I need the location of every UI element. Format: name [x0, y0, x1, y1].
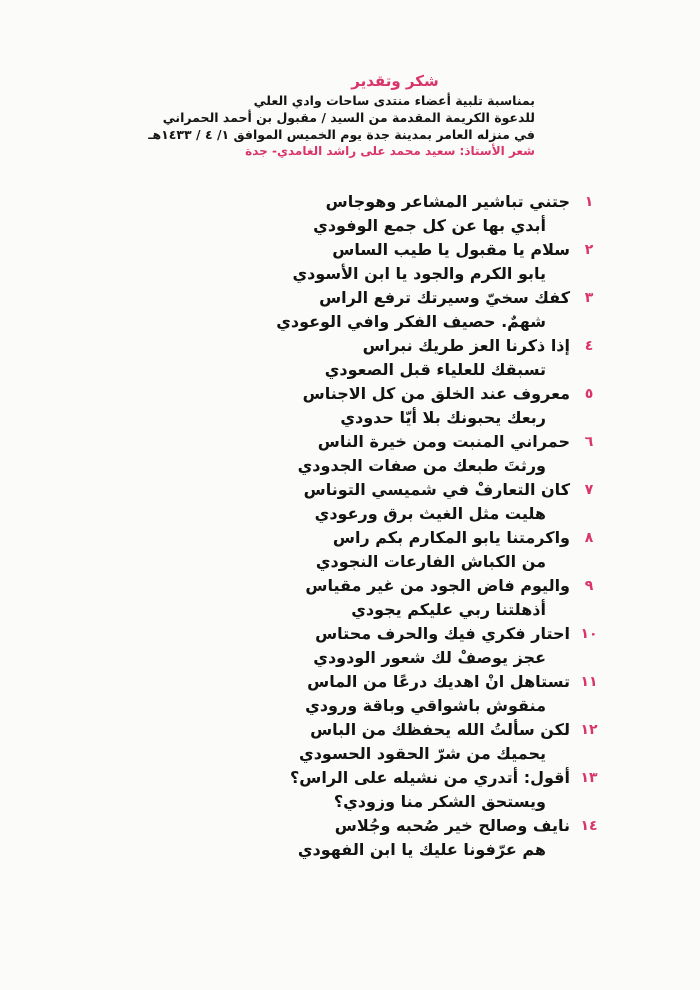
verse-number: ١٠ — [580, 626, 598, 642]
verse-second-hemistich: من الكباش الفارعات النجودي — [315, 552, 546, 571]
verse-second-hemistich: يحميك من شرّ الحقود الحسودي — [299, 744, 546, 763]
verse-first-hemistich: إذا ذكرنا العز طريك نبراس — [362, 336, 570, 355]
document-header — [115, 70, 535, 160]
verse-2 — [90, 238, 594, 286]
verse-number: ٢ — [584, 242, 594, 258]
verse-first-hemistich: أقول: أتدري من نشيله على الراس؟ — [289, 768, 570, 787]
verse-1 — [90, 190, 594, 238]
verse-second-hemistich: أذهلتنا ربي عليكم يجودي — [351, 600, 546, 619]
verse-second-hemistich: منقوش باشواقي وباقة ورودي — [305, 696, 546, 715]
page-title: شكر وتقدير — [351, 72, 439, 90]
verse-second-hemistich: ربعك يحبونك بلا أيّا حدودي — [340, 408, 546, 427]
verse-first-hemistich: واليوم فاض الجود من غير مقياس — [305, 576, 570, 595]
verse-number: ٨ — [584, 530, 594, 546]
verse-second-hemistich: هليت مثل الغيث برق ورعودي — [314, 504, 546, 523]
invitation-line: للدعوة الكريمة المقدمة من السيد / مقبول بن أحمد الحمراني — [162, 110, 535, 125]
poem-body — [90, 190, 598, 862]
verse-second-hemistich: هم عرّفونا عليك يا ابن الفهودي — [297, 840, 546, 859]
verse-second-hemistich: عجز يوصفْ لك شعور الودودي — [313, 648, 546, 667]
verse-6 — [90, 430, 594, 478]
verse-number: ٧ — [584, 482, 594, 498]
verse-first-hemistich: حمراني المنبت ومن خيرة الناس — [317, 432, 570, 451]
verse-number: ٩ — [584, 578, 594, 594]
verse-5 — [90, 382, 594, 430]
verse-second-hemistich: أبدي بها عن كل جمع الوفودي — [313, 216, 546, 235]
verse-number: ١ — [584, 194, 594, 210]
verse-7 — [90, 478, 594, 526]
verse-first-hemistich: جتني تباشير المشاعر وهوجاس — [325, 192, 570, 211]
verse-first-hemistich: لكن سألتُ الله يحفظك من الباس — [310, 720, 570, 739]
verse-9 — [90, 574, 594, 622]
verse-second-hemistich: ورثتَ طبعك من صفات الجدودي — [297, 456, 546, 475]
verse-number: ١٣ — [580, 770, 598, 786]
verse-first-hemistich: كان التعارفْ في شميسي التوناس — [303, 480, 570, 499]
verse-8 — [90, 526, 594, 574]
verse-number: ١٤ — [580, 818, 598, 834]
verse-10 — [90, 622, 598, 670]
verse-4 — [90, 334, 594, 382]
verse-14 — [90, 814, 598, 862]
verse-second-hemistich: شهمٌ. حصيف الفكر وافي الوعودي — [276, 312, 546, 331]
poet-credit: شعر الأستاذ: سعيد محمد على راشد الغامدي- جدة — [245, 144, 535, 158]
verse-3 — [90, 286, 594, 334]
verse-first-hemistich: معروف عند الخلق من كل الاجناس — [302, 384, 570, 403]
verse-first-hemistich: احتار فكري فيك والحرف محتاس — [315, 624, 570, 643]
verse-11 — [90, 670, 598, 718]
verse-number: ١١ — [580, 674, 598, 690]
verse-number: ٦ — [584, 434, 594, 450]
verse-first-hemistich: تستاهل انْ اهديك درعًا من الماس — [307, 672, 570, 691]
verse-first-hemistich: واكرمتنا يابو المكارم بكم راس — [332, 528, 570, 547]
verse-first-hemistich: كفك سخيّ وسيرتك ترفع الراس — [319, 288, 570, 307]
verse-number: ٥ — [584, 386, 594, 402]
verse-second-hemistich: تسبقك للعلياء قبل الصعودي — [324, 360, 546, 379]
verse-first-hemistich: نايف وصالح خير صُحبه وجُلاس — [334, 816, 570, 835]
verse-number: ١٢ — [580, 722, 598, 738]
occasion-line: بمناسبة تلبية أعضاء منتدى ساحات وادي العلي — [253, 93, 535, 108]
verse-13 — [90, 766, 598, 814]
venue-date-line: في منزله العامر بمدينة جدة يوم الخميس الموافق ١/ ٤ / ١٤٣٣هـ — [148, 127, 535, 142]
verse-first-hemistich: سلام يا مقبول يا طيب الساس — [332, 240, 570, 259]
verse-number: ٤ — [584, 338, 594, 354]
verse-12 — [90, 718, 598, 766]
verse-second-hemistich: يابو الكرم والجود يا ابن الأسودي — [292, 264, 546, 283]
verse-number: ٣ — [584, 290, 594, 306]
verse-second-hemistich: ويستحق الشكر منا وزودي؟ — [333, 792, 546, 811]
